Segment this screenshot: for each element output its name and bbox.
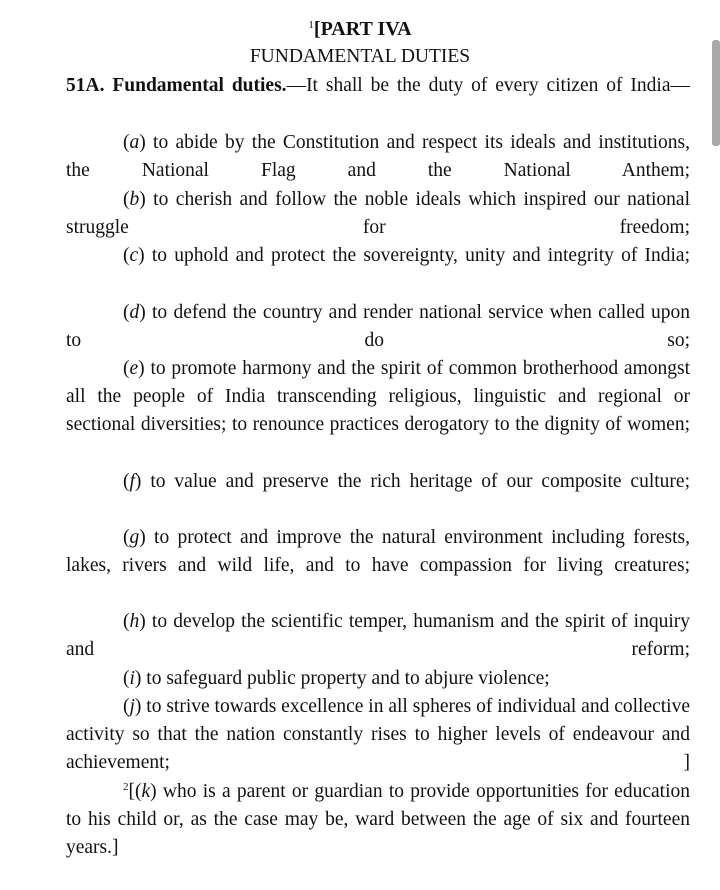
duty-text: to uphold and protect the sovereignty, unity and integrity of India; <box>144 245 690 266</box>
duty-text: to cherish and follow the noble ideals which inspired our national struggle for freedom; <box>66 189 690 239</box>
duty-text: to protect and improve the natural environment including forests, lakes, rivers and wild life, and to have compassion for living creatures; <box>66 527 690 577</box>
duty-j: (j) to strive towards excellence in all spheres of individual and collective activity so that the nation constantly rises to higher levels of endeavour and achievement; ] <box>66 696 690 774</box>
duty-c: (c) to uphold and protect the sovereignty, unity and integrity of India; <box>123 245 690 266</box>
duty-letter: c <box>129 245 139 266</box>
duty-letter: d <box>129 302 140 323</box>
duty-text: who is a parent or guardian to provide opportunities for education to his child or, as the case may be, ward between the age of six and fourteen years.] <box>66 781 690 859</box>
footnote-marker-2: 2 <box>123 781 129 793</box>
duty-text: to value and preserve the rich heritage of our composite culture; <box>141 471 690 492</box>
duty-suffix: ) <box>150 781 157 802</box>
duty-text: to abide by the Constitution and respect its ideals and institutions, the National Flag and the National Anthem; <box>66 132 690 182</box>
duty-b: (b) to cherish and follow the noble ideals which inspired our national struggle for freedom; <box>66 189 690 239</box>
part-subtitle: FUNDAMENTAL DUTIES <box>249 46 471 67</box>
duty-letter: j <box>129 696 135 717</box>
duty-k <box>66 778 690 863</box>
duty-a: (a) to abide by the Constitution and respect its ideals and institutions, the National Flag and the National Anthem; <box>66 132 690 182</box>
article-intro-text: —It shall be the duty of every citizen of India— <box>286 75 691 96</box>
part-bracket: [ <box>313 18 321 40</box>
duty-letter: g <box>129 527 140 548</box>
duty-d: (d) to defend the country and render national service when called upon to do so; <box>66 302 690 352</box>
duty-letter: b <box>129 189 140 210</box>
duty-e: (e) to promote harmony and the spirit of common brotherhood amongst all the people of India transcending religious, linguistic and regional or sectional diversities; to renounce practices derogatory to the dignity of women; <box>66 358 690 436</box>
duty-letter: e <box>129 358 139 379</box>
duty-i: (i) to safeguard public property and to abjure violence; <box>123 668 550 689</box>
duty-text: to develop the scientific temper, humanism and the spirit of inquiry and reform; <box>66 611 690 661</box>
duty-text: to defend the country and render national service when called upon to do so; <box>66 302 690 352</box>
duty-text: to promote harmony and the spirit of common brotherhood amongst all the people of India transcending religious, linguistic and regional or sectional diversities; to renounce practices derogatory to the dignity of women; <box>66 358 690 436</box>
duty-letter: a <box>129 132 140 153</box>
duty-letter: k <box>141 781 151 802</box>
duty-letter: f <box>129 471 135 492</box>
part-title: PART IVA <box>320 18 412 40</box>
duty-text: to strive towards excellence in all spheres of individual and collective activity so that the nation constantly rises to higher levels of endeavour and achievement; ] <box>66 696 690 774</box>
scrollbar-thumb[interactable] <box>712 40 720 146</box>
duty-g: (g) to protect and improve the natural environment including forests, lakes, rivers and wild life, and to have compassion for living creatures; <box>66 527 690 577</box>
footnote-marker-1: 1 <box>308 19 314 31</box>
duty-f: (f) to value and preserve the rich heritage of our composite culture; <box>123 471 690 492</box>
article-heading: 51A. Fundamental duties. <box>66 75 287 96</box>
duty-prefix: [( <box>128 781 142 802</box>
duty-h: (h) to develop the scientific temper, humanism and the spirit of inquiry and reform; <box>66 611 690 661</box>
duty-text: to safeguard public property and to abjure violence; <box>141 668 550 689</box>
part-heading <box>0 18 720 41</box>
duty-letter: i <box>129 668 135 689</box>
duty-letter: h <box>129 611 140 632</box>
article-intro <box>10 72 690 100</box>
